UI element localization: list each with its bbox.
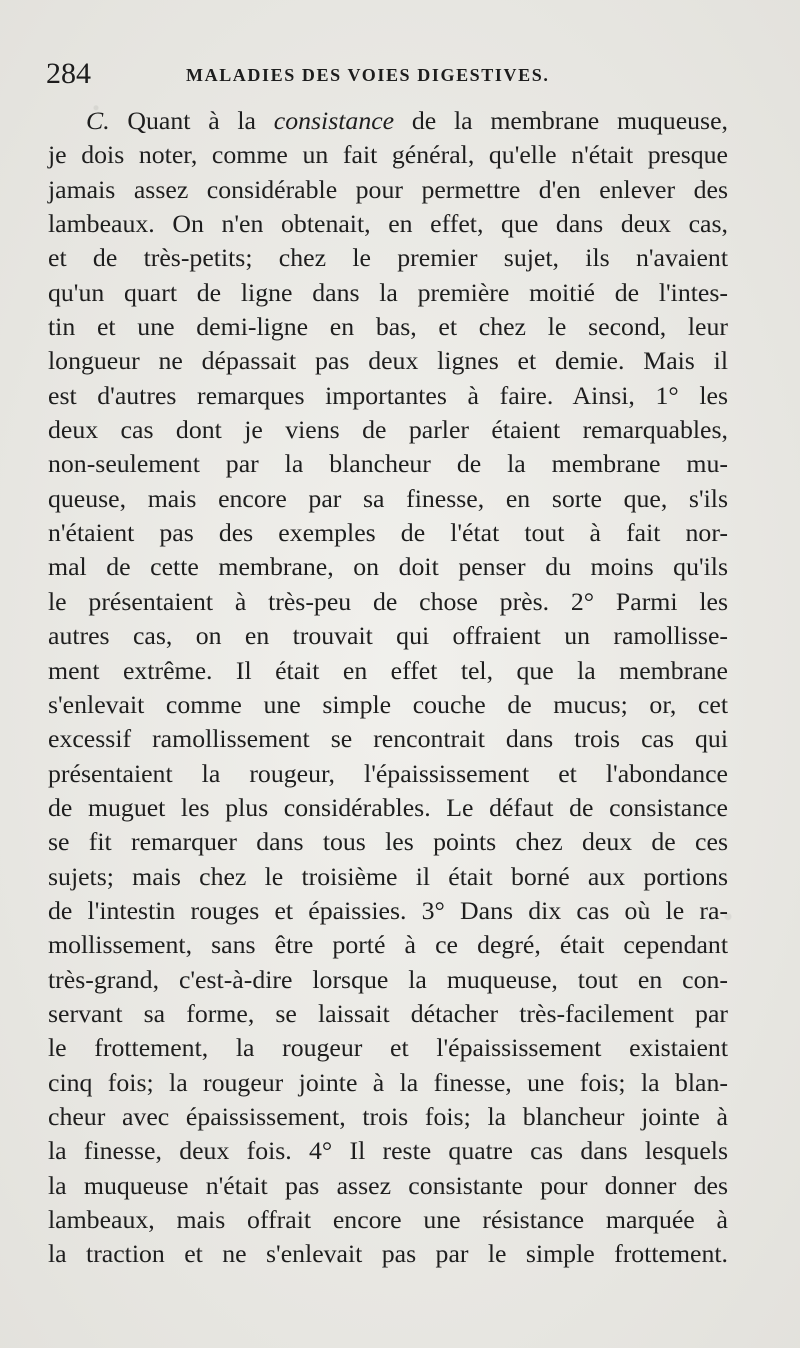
- paragraph-line: se fit remarquer dans tous les points chez deux de ces: [48, 827, 728, 857]
- section-label: C.: [86, 106, 110, 135]
- running-head: [46, 56, 736, 96]
- paragraph-line: longueur ne dépassait pas deux lignes et demie. Mais il: [48, 346, 728, 376]
- paragraph-line: présentaient la rougeur, l'épaississement et l'abondance: [48, 758, 728, 788]
- page-number: 284: [46, 57, 91, 90]
- paragraph-line: jamais assez considérable pour permettre d'en enlever des: [48, 174, 728, 204]
- paragraph-line: le frottement, la rougeur et l'épaississement existaient: [48, 1033, 728, 1063]
- paragraph-line: de muguet les plus considérables. Le défaut de consistance: [48, 792, 728, 822]
- running-title: MALADIES DES VOIES DIGESTIVES.: [186, 65, 550, 85]
- paragraph-line: la muqueuse n'était pas assez consistante pour donner des: [48, 1170, 728, 1200]
- paragraph-line: très-grand, c'est-à-dire lorsque la muqueuse, tout en con-: [48, 964, 728, 994]
- paragraph-line: cheur avec épaississement, trois fois; la blancheur jointe à: [48, 1101, 728, 1131]
- paragraph-line: tin et une demi-ligne en bas, et chez le second, leur: [48, 312, 728, 342]
- paragraph-line: lambeaux, mais offrait encore une résistance marquée à: [48, 1205, 728, 1234]
- paragraph-line: deux cas dont je viens de parler étaient remarquables,: [48, 415, 728, 445]
- paragraph-line: queuse, mais encore par sa finesse, en sorte que, s'ils: [48, 483, 728, 513]
- paragraph-line: de l'intestin rouges et épaissies. 3° Dans dix cas où le ra-: [48, 895, 728, 925]
- paragraph-line: s'enlevait comme une simple couche de mucus; or, cet: [48, 689, 728, 719]
- line1-text-a: Quant à la: [127, 106, 274, 135]
- paragraph-line: non-seulement par la blancheur de la membrane mu-: [48, 449, 728, 479]
- paragraph-line: et de très-petits; chez le premier sujet, ils n'avaient: [48, 243, 728, 273]
- paragraph-line: la finesse, deux fois. 4° Il reste quatre cas dans lesquels: [48, 1136, 728, 1166]
- paragraph-line: lambeaux. On n'en obtenait, en effet, que dans deux cas,: [48, 209, 728, 239]
- paragraph-line: ment extrême. Il était en effet tel, que la membrane: [48, 655, 728, 685]
- paragraph-line: cinq fois; la rougeur jointe à la finesse, une fois; la blan-: [48, 1067, 728, 1097]
- paragraph-line-last: la traction et ne s'enlevait pas par le simple frottement.: [48, 1239, 728, 1269]
- paragraph-line-1: [48, 104, 728, 138]
- paragraph-line: servant sa forme, se laissait détacher très-facilement par: [48, 998, 728, 1028]
- paragraph-line: n'étaient pas des exemples de l'état tout à fait nor-: [48, 518, 728, 548]
- paragraph-line: le présentaient à très-peu de chose près. 2° Parmi les: [48, 586, 728, 616]
- paragraph-line: je dois noter, comme un fait général, qu'elle n'était presque: [48, 140, 728, 170]
- paragraph-line: excessif ramollissement se rencontrait dans trois cas qui: [48, 724, 728, 754]
- body-paragraph: [48, 104, 728, 1272]
- paragraph-line: mal de cette membrane, on doit penser du moins qu'ils: [48, 552, 728, 582]
- paragraph-line: autres cas, on en trouvait qui offraient un ramollisse-: [48, 621, 728, 651]
- line1-text-b: de la membrane muqueuse,: [394, 106, 728, 135]
- paragraph-line: est d'autres remarques importantes à faire. Ainsi, 1° les: [48, 380, 728, 410]
- emphasis-consistance: consistance: [273, 106, 395, 135]
- paragraph-line: qu'un quart de ligne dans la première moitié de l'intes-: [48, 277, 728, 307]
- paragraph-line: mollissement, sans être porté à ce degré, était cependant: [48, 930, 728, 960]
- paragraph-line: sujets; mais chez le troisième il était borné aux portions: [48, 861, 728, 891]
